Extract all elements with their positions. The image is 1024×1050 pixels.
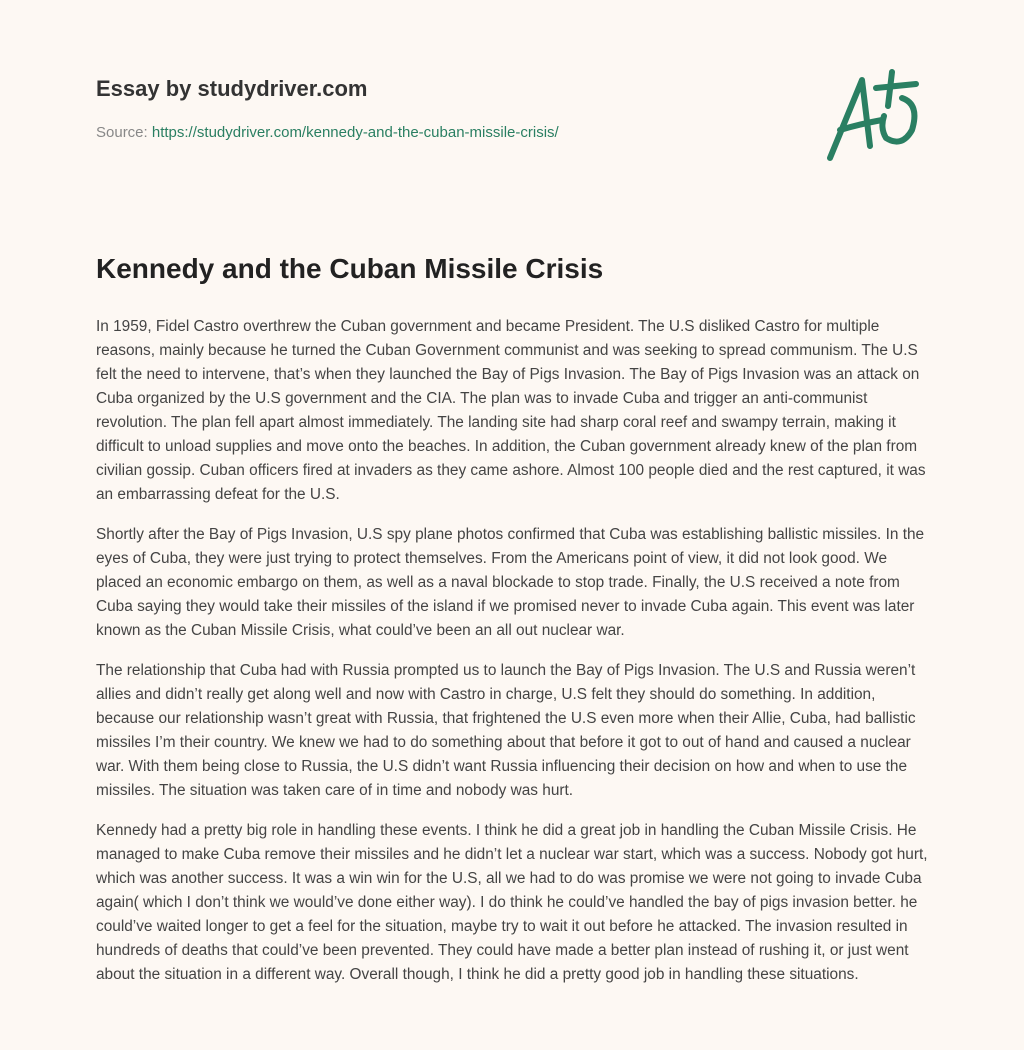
- paragraph: Kennedy had a pretty big role in handling these events. I think he did a great job in handling the Cuban Missile Crisis. He managed to make Cuba remove their missiles and he didn’t let a nuclear war start, which was a success. Nobody got hurt, which was another success. It was a win win for the U.S, all we had to do was promise we were not going to invade Cuba again( which I don’t think we would’ve done either way). I do think he could’ve handled the bay of pigs invasion better. he could’ve waited longer to get a feel for the situation, maybe try to wait it out before he attacked. The invasion resulted in hundreds of deaths that could’ve been prevented. They could have made a better plan instead of rushing it, or just went about the situation in a different way. Overall though, I think he did a pretty good job in handling these situations.: [96, 822, 928, 983]
- a-plus-logo-icon: [820, 68, 930, 168]
- paragraph: In 1959, Fidel Castro overthrew the Cuban government and became President. The U.S disliked Castro for multiple reasons, mainly because he turned the Cuban Government communist and was seeking to spread communism. The U.S felt the need to intervene, that’s when they launched the Bay of Pigs Invasion. The Bay of Pigs Invasion was an attack on Cuba organized by the U.S government and the CIA. The plan was to invade Cuba and trigger an anti-communist revolution. The plan fell apart almost immediately. The landing site had sharp coral reef and swampy terrain, making it difficult to unload supplies and move onto the beaches. In addition, the Cuban government already knew of the plan from civilian gossip. Cuban officers fired at invaders as they came ashore. Almost 100 people died and the rest captured, it was an embarrassing defeat for the U.S.: [96, 318, 926, 503]
- source-label: Source:: [96, 124, 148, 141]
- source-link[interactable]: https://studydriver.com/kennedy-and-the-cuban-missile-crisis/: [151, 124, 559, 141]
- essay-body: [96, 315, 936, 1003]
- paragraph: The relationship that Cuba had with Russia prompted us to launch the Bay of Pigs Invasion. The U.S and Russia weren’t allies and didn’t really get along well and now with Castro in charge, U.S felt they should do something. In addition, because our relationship wasn’t great with Russia, that frightened the U.S even more when their Allie, Cuba, had ballistic missiles I’m their country. We knew we had to do something about that before it got to out of hand and caused a nuclear war. With them being close to Russia, the U.S didn’t want Russia influencing their decision on how and when to use the missiles. The situation was taken care of in time and nobody was hurt.: [96, 662, 916, 799]
- essay-title: Kennedy and the Cuban Missile Crisis: [96, 253, 604, 284]
- site-brand: Essay by studydriver.com: [96, 76, 368, 101]
- paragraph: Shortly after the Bay of Pigs Invasion, U.S spy plane photos confirmed that Cuba was establishing ballistic missiles. In the eyes of Cuba, they were just trying to protect themselves. From the Americans point of view, it did not look good. We placed an economic embargo on them, as well as a naval blockade to stop trade. Finally, the U.S received a note from Cuba saying they would take their missiles of the island if we promised never to invade Cuba again. This event was later known as the Cuban Missile Crisis, what could’ve been an all out nuclear war.: [96, 526, 925, 639]
- source-line: [96, 124, 559, 141]
